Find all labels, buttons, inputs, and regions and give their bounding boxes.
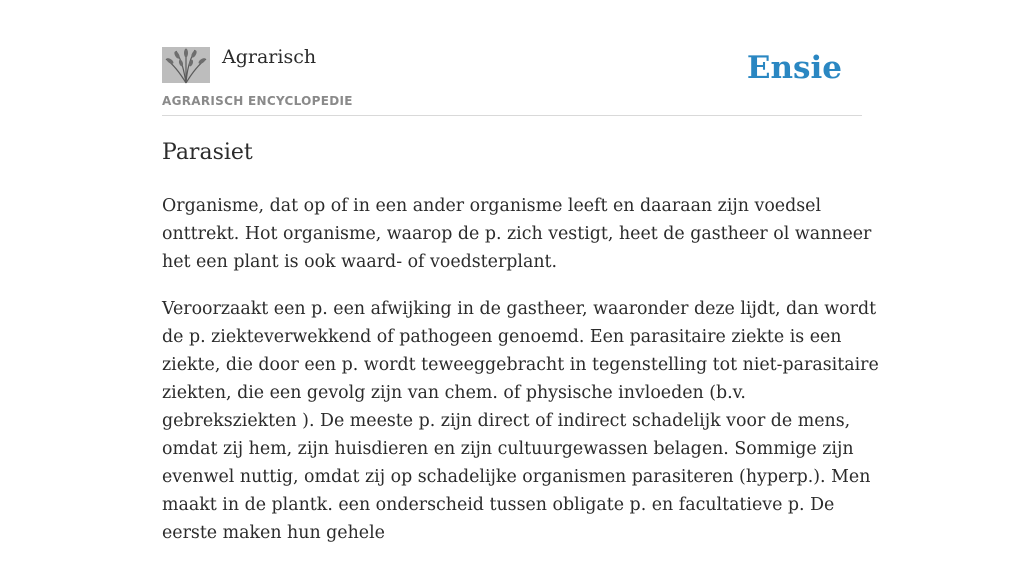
article-paragraph: Organisme, dat op of in een ander organisme leeft en daaraan zijn voedsel onttrekt. Hot organisme, waarop de p. zich vestigt, heet de gastheer ol wanneer het een plant is ook waard- of voedsterplant. — [162, 196, 872, 272]
site-header — [162, 44, 862, 116]
ensie-logo-link[interactable]: Ensie — [746, 50, 842, 86]
article-body — [162, 192, 882, 566]
page-title: Parasiet — [162, 140, 253, 165]
article-paragraph: Veroorzaakt een p. een afwijking in de gastheer, waaronder deze lijdt, dan wordt de p. ziekteverwekkend of pathogeen genoemd. Een parasitaire ziekte is een ziekte, die door een p. wordt teweeggebracht in tegenstelling tot niet-parasitaire ziekten, die een gevolg zijn van chem. of physische invloeden (b.v. gebreksziekten ). De meeste p. zijn direct of indirect schadelijk voor de mens, omdat zij hem, zijn huisdieren en zijn cultuurgewassen belagen. Sommige zijn evenwel nuttig, omdat zij op schadelijke organismen parasiteren (hyperp.). Men maakt in de plantk. een onderscheid tussen obligate p. en facultatieve p. De eerste maken hun gehele — [162, 299, 879, 543]
brand-name[interactable]: Agrarisch — [222, 46, 317, 68]
brand-subtitle: AGRARISCH ENCYCLOPEDIE — [162, 94, 353, 108]
wheat-logo-icon[interactable] — [162, 47, 210, 83]
